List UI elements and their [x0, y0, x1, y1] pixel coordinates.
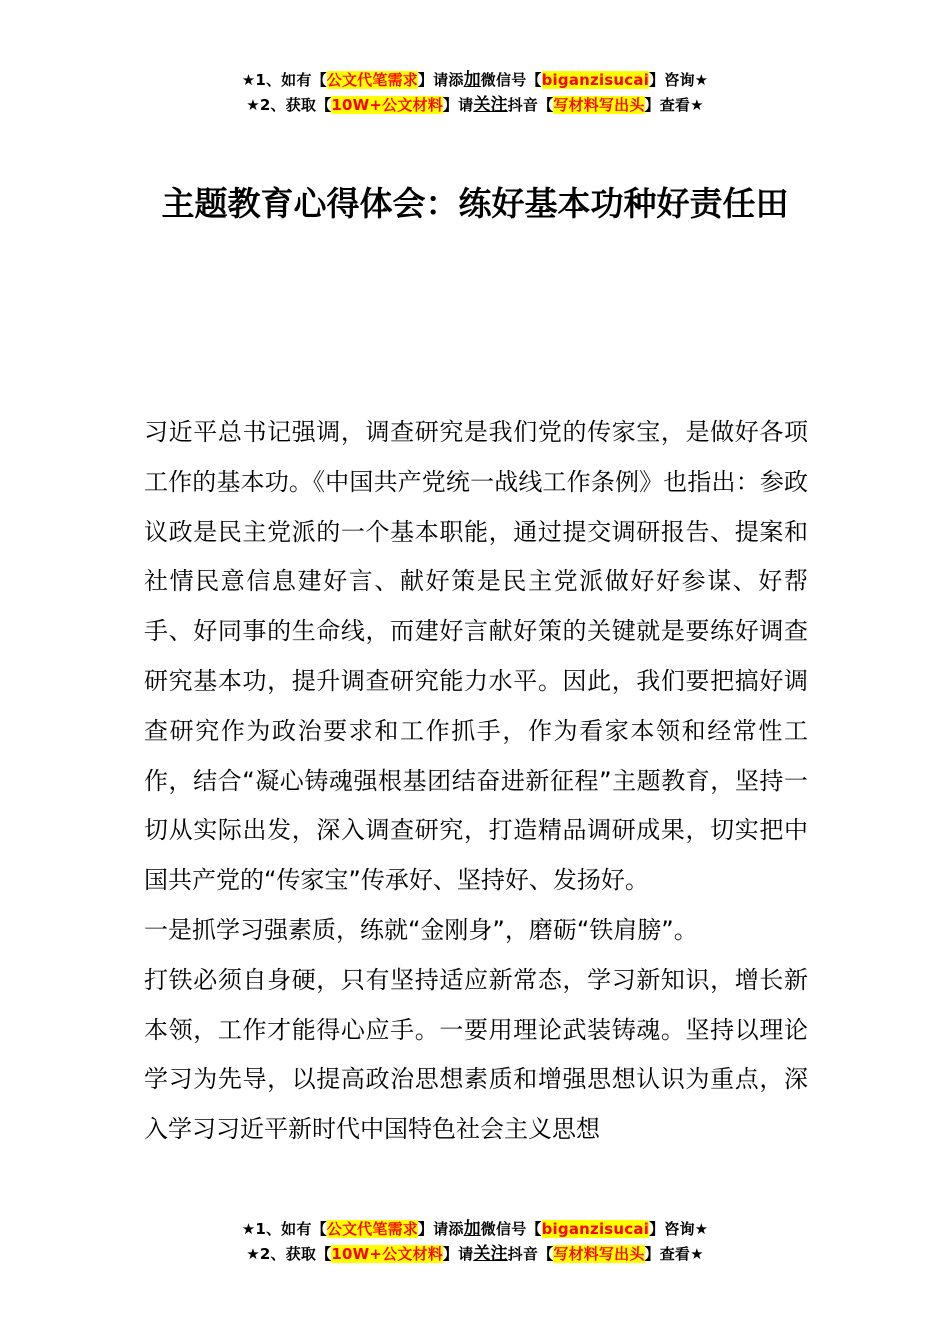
promo-text: 抖音【 — [507, 96, 554, 114]
promo-text: 】请 — [442, 1245, 474, 1263]
promo-text: 】查看★ — [644, 96, 704, 114]
promo-text: 抖音【 — [507, 1245, 554, 1263]
promo-text: 】咨询★ — [649, 1220, 709, 1238]
body-paragraph: 打铁必须自身硬，只有坚持适应新常态，学习新知识，增长新本领，工作才能得心应手。一要用理论武装铸魂。坚持以理论学习为先导，以提高政治思想素质和增强思想认识为重点，深入学习习近平新时代中国特色社会主义思想 — [144, 965, 808, 1144]
body-paragraph: 习近平总书记强调，调查研究是我们党的传家宝，是做好各项工作的基本功。《中国共产党统一战线工作条例》也指出：参政议政是民主党派的一个基本职能，通过提交调研报告、提案和社情民意信息建好言、献好策是民主党派做好好参谋、好帮手、好同事的生命线，而建好言献好策的关键就是要练好调查研究基本功，提升调查研究能力水平。因此，我们要把搞好调查研究作为政治要求和工作抓手，作为看家本领和经常性工作，结合“凝心铸魂强根基团结奋进新征程”主题教育，坚持一切从实际出发，深入调查研究，打造精品调研成果，切实把中国共产党的“传家宝”传承好、坚持好、发扬好。 — [144, 418, 808, 895]
promo-text: ★1、如有【 — [241, 1220, 327, 1238]
promo-text: 】请添 — [417, 71, 464, 89]
body-paragraph: 一是抓学习强素质，练就“金刚身”，磨砺“铁肩膀”。 — [144, 915, 698, 944]
promo-line-1 — [0, 68, 950, 93]
promo-highlight: 公文代笔需求 — [326, 1220, 418, 1238]
promo-text: 】请添 — [417, 1220, 464, 1238]
document-title: 主题教育心得体会：练好基本功种好责任田 — [161, 184, 789, 223]
promo-highlight: 公文代笔需求 — [326, 71, 418, 89]
promo-emphasis: 关注 — [473, 95, 508, 115]
promo-highlight: biganzisucai — [541, 71, 650, 89]
promo-highlight: 写材料写出头 — [553, 96, 645, 114]
promo-text: ★2、获取【 — [246, 1245, 332, 1263]
promo-banner-top — [0, 68, 950, 118]
promo-text: ★2、获取【 — [246, 96, 332, 114]
promo-line-1 — [0, 1217, 950, 1242]
promo-highlight: biganzisucai — [541, 1220, 650, 1238]
promo-emphasis: 加 — [463, 1219, 481, 1239]
promo-line-2 — [0, 1242, 950, 1267]
promo-banner-bottom — [0, 1217, 950, 1267]
promo-highlight: 写材料写出头 — [553, 1245, 645, 1263]
document-body — [144, 408, 808, 1155]
promo-highlight: 10W+公文材料 — [331, 1245, 443, 1263]
promo-highlight: 10W+公文材料 — [331, 96, 443, 114]
promo-text: 】咨询★ — [649, 71, 709, 89]
promo-emphasis: 加 — [463, 70, 481, 90]
promo-text: 微信号【 — [480, 1220, 542, 1238]
promo-emphasis: 关注 — [473, 1244, 508, 1264]
promo-text: ★1、如有【 — [241, 71, 327, 89]
promo-text: 微信号【 — [480, 71, 542, 89]
promo-line-2 — [0, 93, 950, 118]
promo-text: 】请 — [442, 96, 474, 114]
promo-text: 】查看★ — [644, 1245, 704, 1263]
